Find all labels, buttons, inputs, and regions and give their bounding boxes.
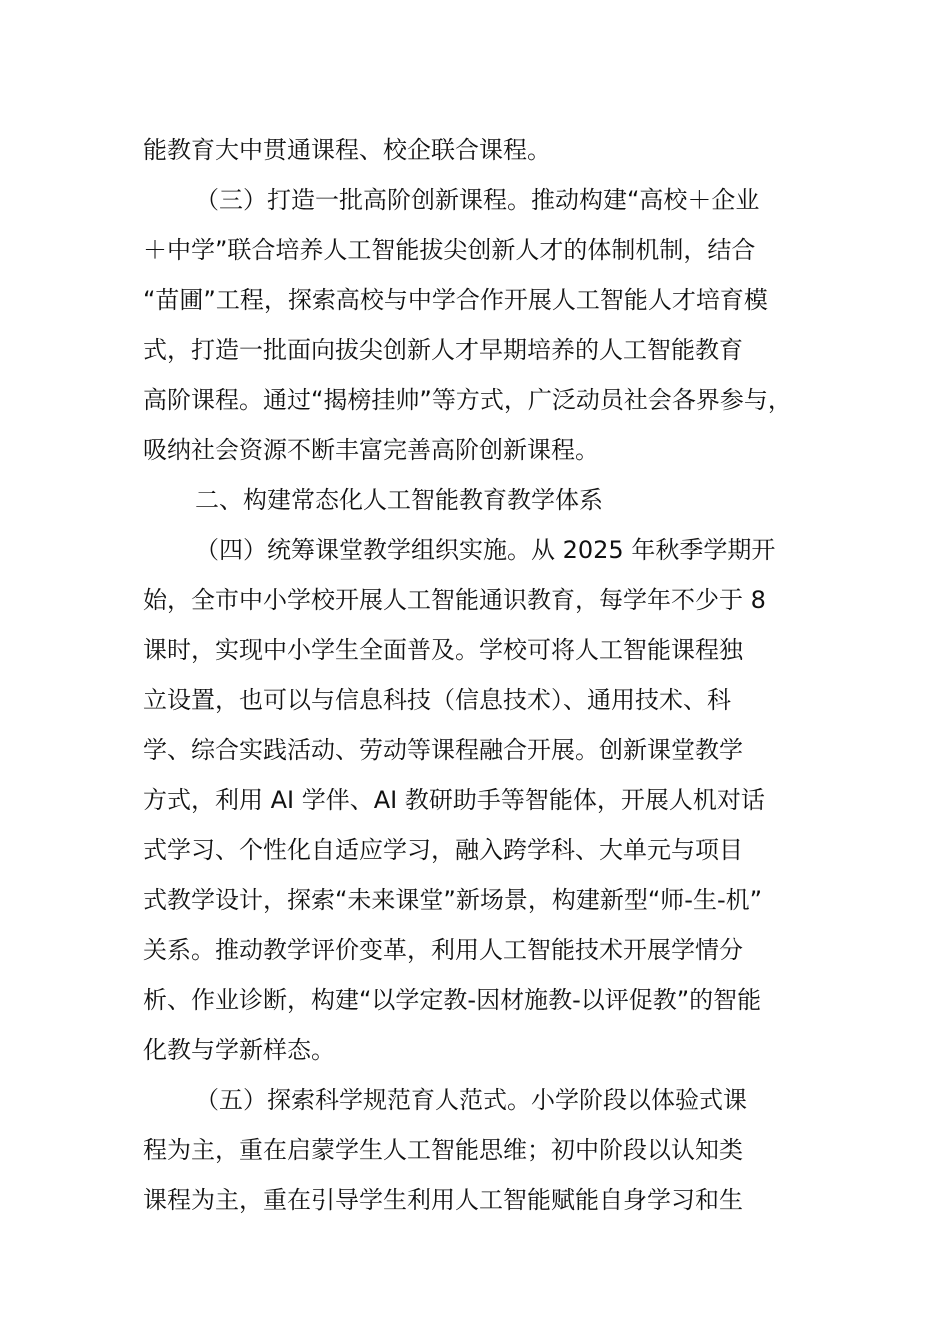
text-line-17: 关系。推动教学评价变革，利用人工智能技术开展学情分 [143,936,743,964]
text-line-16: 式教学设计，探索“未来课堂”新场景，构建新型“师-生-机” [143,886,763,914]
text-line-13: 学、综合实践活动、劳动等课程融合开展。创新课堂教学 [143,736,743,764]
text-line-12: 立设置，也可以与信息科技（信息技术）、通用技术、科 [143,686,731,714]
text-line-19: 化教与学新样态。 [143,1036,335,1064]
section-heading: 二、构建常态化人工智能教育教学体系 [195,486,603,514]
text-line-6: 高阶课程。通过“揭榜挂帅”等方式，广泛动员社会各界参与， [143,386,792,414]
text-line-18: 析、作业诊断，构建“以学定教-因材施教-以评促教”的智能 [143,986,762,1014]
text-line-21: 程为主，重在启蒙学生人工智能思维；初中阶段以认知类 [143,1136,743,1164]
text-line-5: 式，打造一批面向拔尖创新人才早期培养的人工智能教育 [143,336,743,364]
text-line-15: 式学习、个性化自适应学习，融入跨学科、大单元与项目 [143,836,743,864]
text-line-10: 始，全市中小学校开展人工智能通识教育，每学年不少于 8 [143,586,766,614]
text-line-7: 吸纳社会资源不断丰富完善高阶创新课程。 [143,436,599,464]
text-line-4: “苗圃”工程，探索高校与中学合作开展人工智能人才培育模 [143,286,768,314]
text-line-3: ＋中学”联合培养人工智能拔尖创新人才的体制机制，结合 [143,236,756,264]
text-line-14: 方式，利用 AI 学伴、AI 教研助手等智能体，开展人机对话 [143,786,765,814]
text-line-22: 课程为主，重在引导学生利用人工智能赋能自身学习和生 [143,1186,743,1214]
text-line-9: （四）统筹课堂教学组织实施。从 2025 年秋季学期开 [195,536,776,564]
text-line-1: 能教育大中贯通课程、校企联合课程。 [143,136,551,164]
text-line-20: （五）探索科学规范育人范式。小学阶段以体验式课 [195,1086,747,1114]
text-line-11: 课时，实现中小学生全面普及。学校可将人工智能课程独 [143,636,743,664]
text-line-2: （三）打造一批高阶创新课程。推动构建“高校＋企业 [195,186,760,214]
